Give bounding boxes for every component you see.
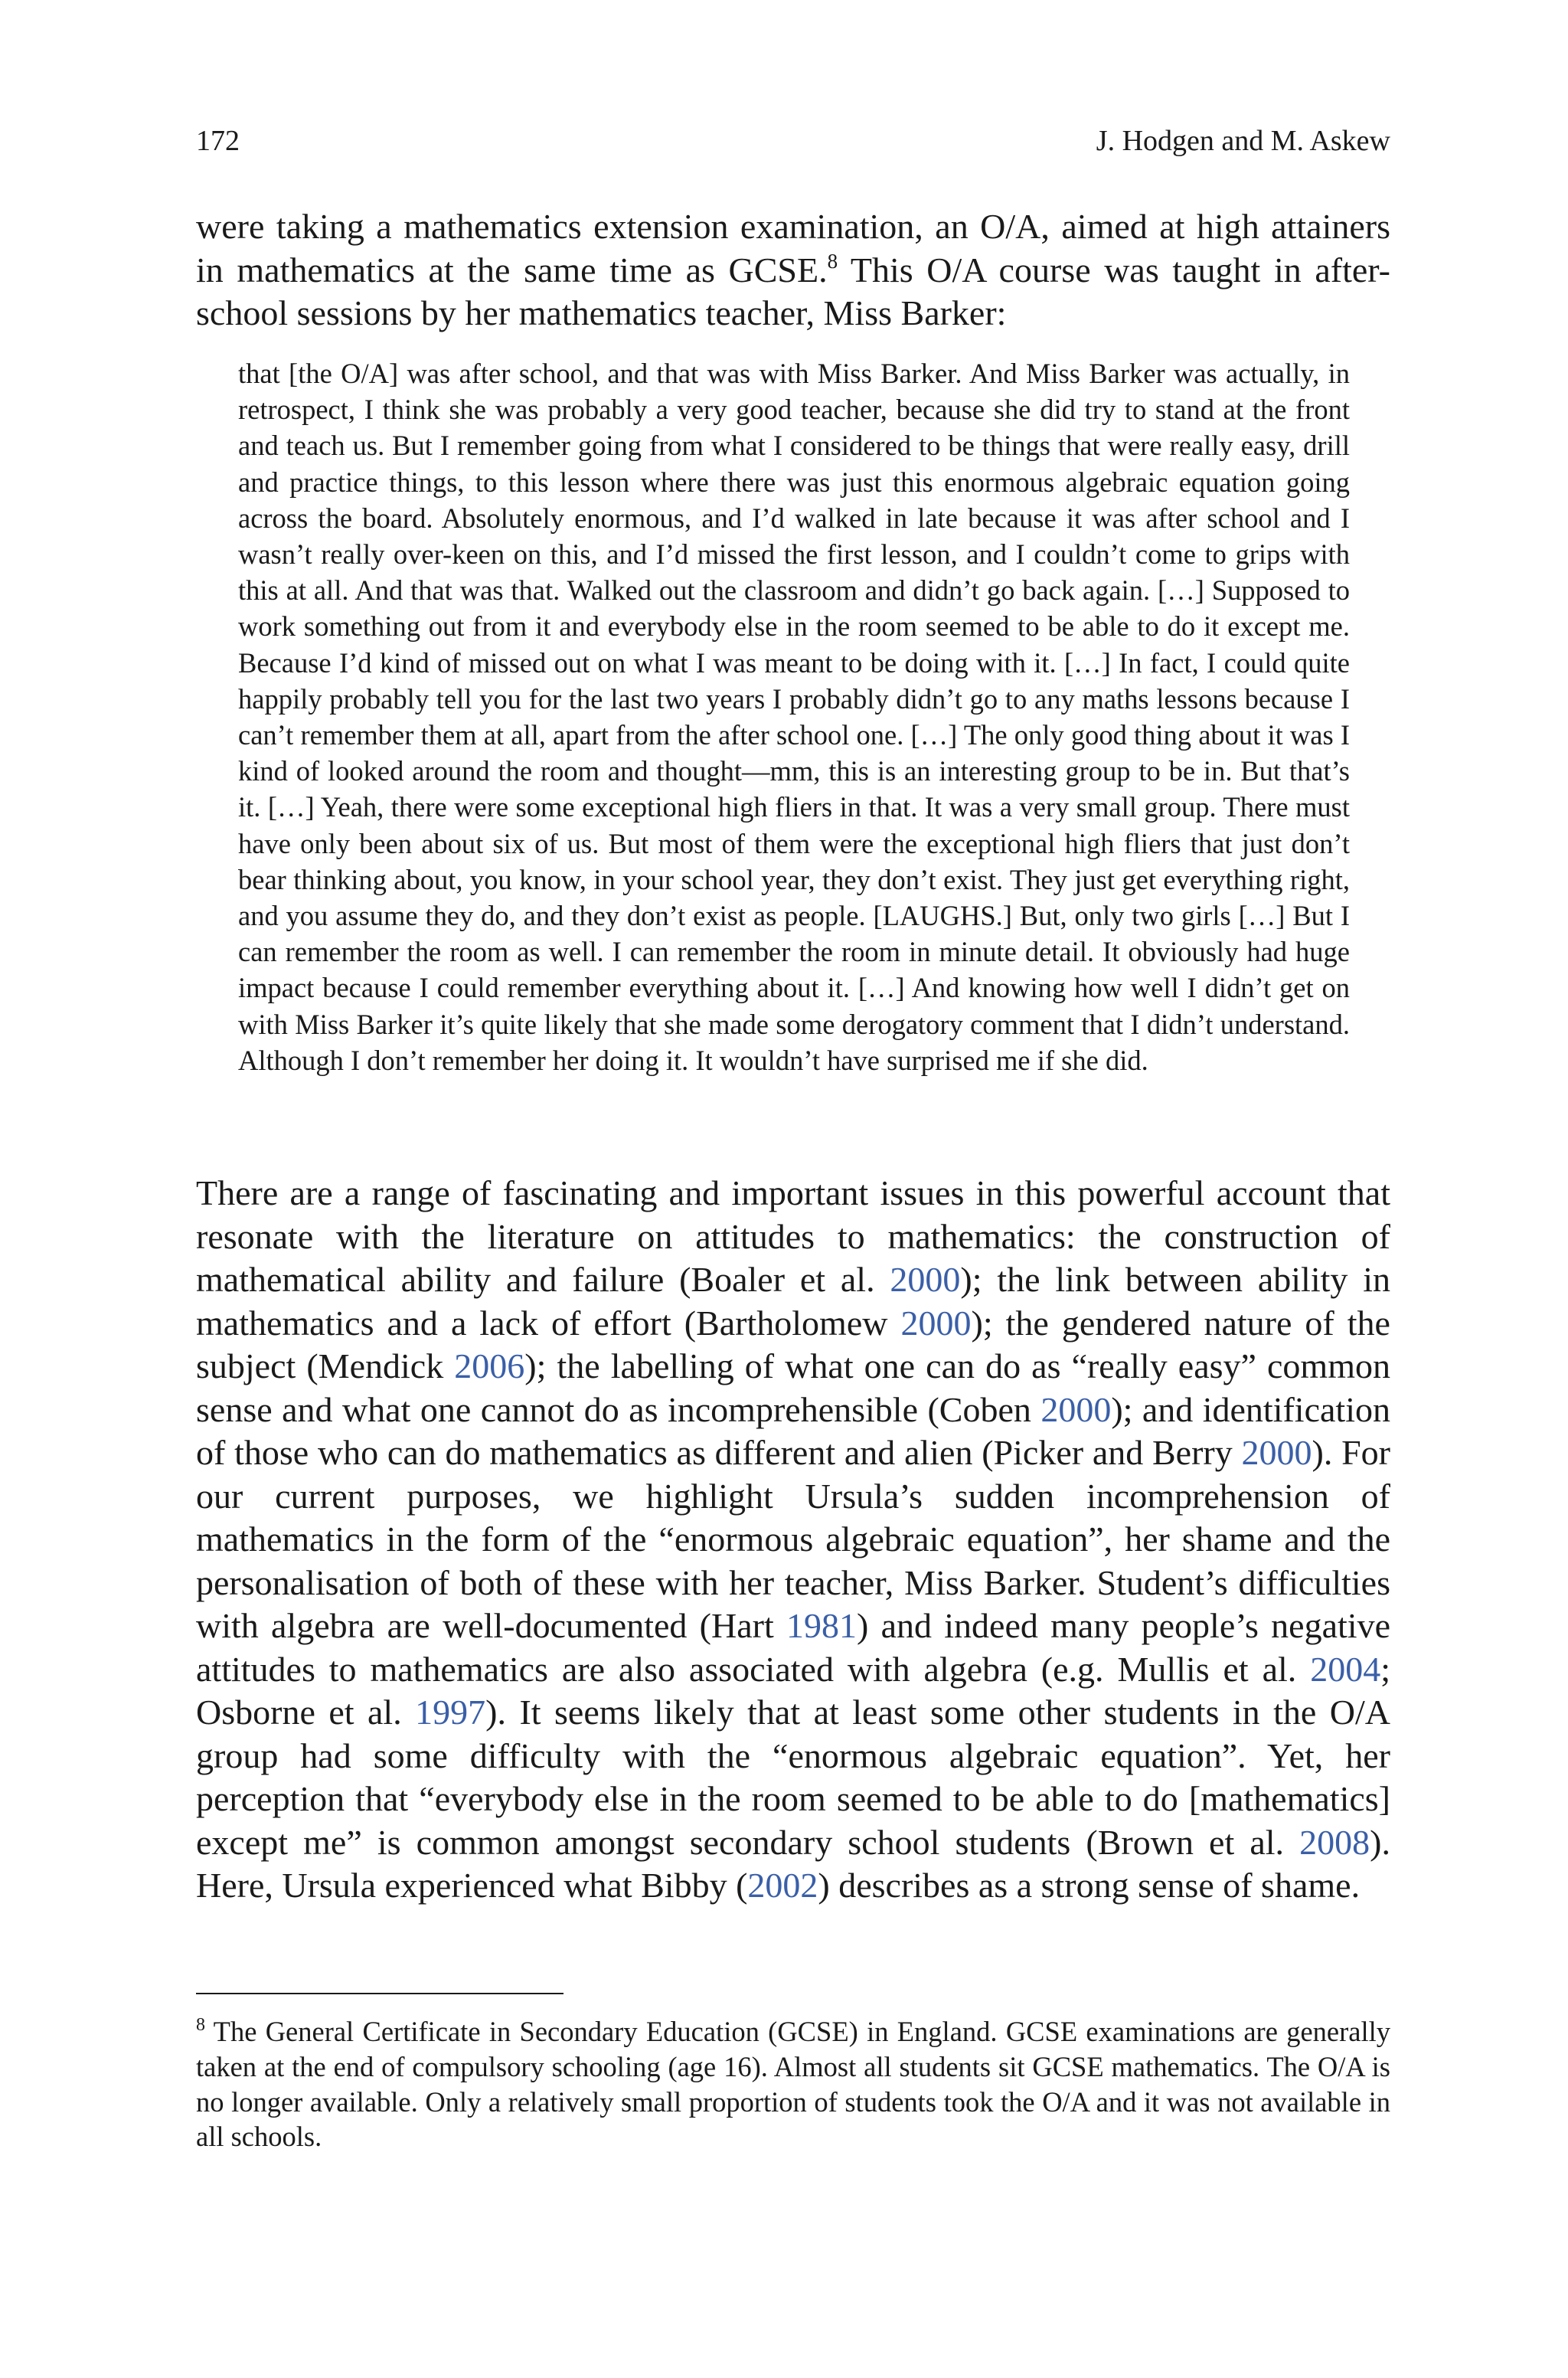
para2-text: ) describes as a strong sense of shame. bbox=[818, 1866, 1361, 1905]
footnote-8 bbox=[196, 2014, 1390, 2154]
para2-text: ); the labelling of what one can do as “really easy” common sense and what one cannot do as incomprehensible (Coben bbox=[196, 1346, 1390, 1429]
interview-quote: that [the O/A] was after school, and that was with Miss Barker. And Miss Barker was actually, in retrospect, I think she was probably a very good teacher, because she did try to stand at the front and teach us. But I remember going from what I considered to be things that were really easy, drill and practice things, to this lesson where there was just this enormous algebraic equation going across the board. Absolutely enormous, and I’d walked in late because it was after school and I wasn’t really over-keen on this, and I’d missed the first lesson, and I couldn’t come to grips with this at all. And that was that. Walked out the classroom and didn’t go back again. […] Supposed to work something out from it and everybody else in the room seemed to be able to do it except me. Because I’d kind of missed out on what I was meant to be doing with it. […] In fact, I could quite happily probably tell you for the last two years I probably didn’t go to any maths lessons because I can’t remember them at all, apart from the after school one. […] The only good thing about it was I kind of looked around the room and thought—mm, this is an interesting group to be in. But that’s it. […] Yeah, there were some exceptional high fliers in that. It was a very small group. There must have only been about six of us. But most of them were the exceptional high fliers that just don’t bear thinking about, you know, in your school year, they don’t exist. They just get everything right, and you assume they do, and they don’t exist as people. [LAUGHS.] But, only two girls […] But I can remember the room as well. I can remember the room in minute detail. It obviously had huge impact because I could remember everything about it. […] And knowing how well I didn’t get on with Miss Barker it’s quite likely that she made some derogatory comment that I didn’t understand. Although I don’t remember her doing it. It wouldn’t have surprised me if she did. bbox=[238, 358, 1350, 1076]
para2-text: ; Osborne et al. bbox=[196, 1649, 1390, 1732]
para2-text: There are a range of fascinating and important issues in this powerful account that resonate with the literature on attitudes to mathematics: the construction of mathematical ability and failure (Boaler et al. bbox=[196, 1173, 1390, 1299]
running-head-authors: J. Hodgen and M. Askew bbox=[1096, 125, 1390, 157]
para2-text: ); the link between ability in mathematics and a lack of effort (Bartholomew bbox=[196, 1260, 1390, 1343]
para2-text: ); the gendered nature of the subject (Mendick bbox=[196, 1303, 1390, 1385]
citation-link-coben-2000[interactable]: 2000 bbox=[1040, 1389, 1112, 1429]
body-paragraph-1 bbox=[196, 205, 1390, 335]
citation-link-mullis-2004[interactable]: 2004 bbox=[1310, 1649, 1381, 1689]
citation-link-mendick-2006[interactable]: 2006 bbox=[454, 1346, 525, 1385]
citation-link-osborne-1997[interactable]: 1997 bbox=[415, 1693, 486, 1732]
page-header bbox=[196, 124, 1390, 162]
citation-link-bibby-2002[interactable]: 2002 bbox=[747, 1866, 818, 1905]
footnote-reference-8[interactable]: 8 bbox=[827, 249, 838, 273]
citation-link-boaler-2000[interactable]: 2000 bbox=[890, 1260, 961, 1299]
para2-text: ) and indeed many people’s negative attitudes to mathematics are also associated with algebra (e.g. Mullis et al. bbox=[196, 1606, 1390, 1689]
para1-text-a: were taking a mathematics extension examination, an O/A, aimed at high attainers in mathematics at the same time as GCSE. bbox=[196, 207, 1390, 289]
para1-text-b: This O/A course was taught in after-school sessions by her mathematics teacher, Miss Barker: bbox=[196, 250, 1390, 332]
citation-link-bartholomew-2000[interactable]: 2000 bbox=[900, 1303, 972, 1343]
para2-text: ). It seems likely that at least some other students in the O/A group had some difficulty with the “enormous algebraic equation”. Yet, her perception that “everybody else in the room seemed to be able to do [mathematics] except me” is common amongst secondary school students (Brown et al. bbox=[196, 1693, 1390, 1862]
para2-text: ); and identification of those who can do mathematics as different and alien (Picker and Berry bbox=[196, 1389, 1390, 1472]
citation-link-picker-berry-2000[interactable]: 2000 bbox=[1241, 1433, 1312, 1472]
para2-text: ). Here, Ursula experienced what Bibby ( bbox=[196, 1822, 1390, 1905]
citation-link-brown-2008[interactable]: 2008 bbox=[1299, 1822, 1370, 1862]
footnote-divider bbox=[196, 1993, 564, 1994]
footnote-text: The General Certificate in Secondary Education (GCSE) in England. GCSE examinations are generally taken at the end of compulsory schooling (age 16). Almost all students sit GCSE mathematics. The O/A is no longer available. Only a relatively small proportion of students took the O/A and it was not available in all schools. bbox=[196, 2016, 1390, 2153]
body-paragraph-2 bbox=[196, 1172, 1390, 1908]
footnote-mark: 8 bbox=[196, 2015, 205, 2035]
page-number: 172 bbox=[196, 125, 240, 157]
para2-text: ). For our current purposes, we highlight Ursula’s sudden incomprehension of mathematics in the form of the “enormous algebraic equation”, her shame and the personalisation of both of these with her teacher, Miss Barker. Student’s difficulties with algebra are well-documented (Hart bbox=[196, 1433, 1390, 1645]
citation-link-hart-1981[interactable]: 1981 bbox=[786, 1606, 857, 1645]
